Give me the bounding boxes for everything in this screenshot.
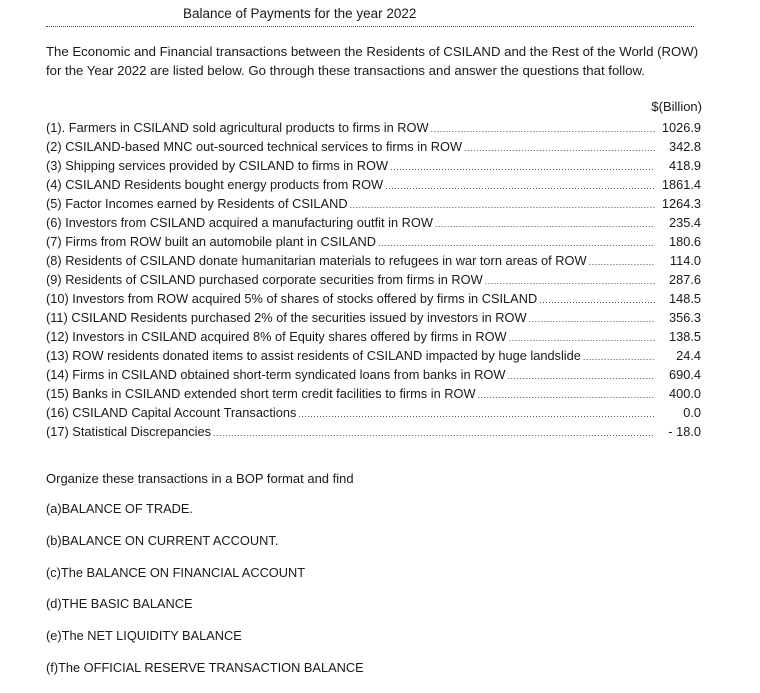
- unit-label: $(Billion): [651, 99, 702, 114]
- transaction-value: 235.4: [668, 215, 701, 230]
- transaction-row: [46, 422, 701, 441]
- question-item: (f)The OFFICIAL RESERVE TRANSACTION BALANCE: [46, 659, 364, 675]
- transaction-label: (5) Factor Incomes earned by Residents of CSILAND: [46, 196, 348, 211]
- dot-leader: [478, 386, 655, 405]
- transaction-value: 24.4: [676, 348, 701, 363]
- transaction-label: (6) Investors from CSILAND acquired a manufacturing outfit in ROW: [46, 215, 433, 230]
- transaction-value: 138.5: [668, 329, 701, 344]
- transaction-label: (13) ROW residents donated items to assist residents of CSILAND impacted by huge landslide: [46, 348, 581, 363]
- question-item: (b)BALANCE ON CURRENT ACCOUNT.: [46, 532, 279, 548]
- transaction-list: [46, 118, 701, 441]
- dot-leader: [539, 291, 655, 310]
- instruction-text: Organize these transactions in a BOP format and find: [46, 471, 354, 486]
- dot-leader: [213, 424, 655, 443]
- transaction-value: 1861.4: [661, 177, 701, 192]
- transaction-row: [46, 365, 701, 384]
- transaction-row: [46, 251, 701, 270]
- dot-leader: [431, 120, 655, 139]
- transaction-row: [46, 403, 701, 422]
- transaction-label: (16) CSILAND Capital Account Transactions: [46, 405, 297, 420]
- transaction-value: 342.8: [668, 139, 701, 154]
- transaction-row: [46, 346, 701, 365]
- transaction-label: (1). Farmers in CSILAND sold agricultural products to firms in ROW: [46, 120, 429, 135]
- transaction-label: (4) CSILAND Residents bought energy products from ROW: [46, 177, 384, 192]
- dot-leader: [435, 215, 655, 234]
- dot-leader: [385, 177, 655, 196]
- transaction-label: (7) Firms from ROW built an automobile plant in CSILAND: [46, 234, 376, 249]
- transaction-row: [46, 118, 701, 137]
- transaction-row: [46, 156, 701, 175]
- transaction-row: [46, 384, 701, 403]
- question-item: (c)The BALANCE ON FINANCIAL ACCOUNT: [46, 564, 306, 580]
- transaction-row: [46, 270, 701, 289]
- dot-leader: [464, 139, 655, 158]
- transaction-value: - 18.0: [668, 424, 701, 439]
- transaction-row: [46, 175, 701, 194]
- transaction-row: [46, 308, 701, 327]
- transaction-label: (3) Shipping services provided by CSILAND to firms in ROW: [46, 158, 389, 173]
- transaction-label: (11) CSILAND Residents purchased 2% of the securities issued by investors in ROW: [46, 310, 527, 325]
- transaction-row: [46, 213, 701, 232]
- page-title: Balance of Payments for the year 2022: [183, 6, 417, 21]
- dot-leader: [529, 310, 655, 329]
- transaction-value: 356.3: [668, 310, 701, 325]
- transaction-value: 180.6: [668, 234, 701, 249]
- transaction-row: [46, 232, 701, 251]
- transaction-value: 0.0: [683, 405, 701, 420]
- question-item: (a)BALANCE OF TRADE.: [46, 501, 193, 516]
- dot-leader: [390, 158, 655, 177]
- transaction-label: (14) Firms in CSILAND obtained short-term syndicated loans from banks in ROW: [46, 367, 506, 382]
- transaction-row: [46, 137, 701, 156]
- transaction-value: 114.0: [669, 253, 701, 268]
- dot-leader: [507, 367, 655, 386]
- question-item: (d)THE BASIC BALANCE: [46, 596, 193, 612]
- transaction-value: 148.5: [668, 291, 701, 306]
- transaction-label: (2) CSILAND-based MNC out-sourced technical services to firms in ROW: [46, 139, 463, 154]
- transaction-label: (15) Banks in CSILAND extended short term credit facilities to firms in ROW: [46, 386, 476, 401]
- transaction-label: (17) Statistical Discrepancies: [46, 424, 211, 439]
- dot-leader: [589, 253, 655, 272]
- transaction-label: (8) Residents of CSILAND donate humanitarian materials to refugees in war torn areas of ROW: [46, 253, 587, 268]
- transaction-value: 400.0: [668, 386, 701, 401]
- question-item: (e)The NET LIQUIDITY BALANCE: [46, 628, 242, 644]
- transaction-row: [46, 327, 701, 346]
- dot-leader: [298, 405, 655, 424]
- transaction-value: 690.4: [668, 367, 701, 382]
- transaction-label: (9) Residents of CSILAND purchased corporate securities from firms in ROW: [46, 272, 483, 287]
- dotted-divider: [46, 26, 694, 27]
- transaction-label: (12) Investors in CSILAND acquired 8% of Equity shares offered by firms in ROW: [46, 329, 507, 344]
- transaction-label: (10) Investors from ROW acquired 5% of shares of stocks offered by firms in CSILAND: [46, 291, 538, 306]
- transaction-row: [46, 289, 701, 308]
- transaction-value: 1026.9: [661, 120, 701, 135]
- question-list: [46, 502, 364, 693]
- transaction-value: 418.9: [668, 158, 701, 173]
- transaction-row: [46, 194, 701, 213]
- transaction-value: 1264.3: [661, 196, 701, 211]
- transaction-value: 287.6: [668, 272, 701, 287]
- dot-leader: [583, 348, 655, 367]
- intro-paragraph: The Economic and Financial transactions between the Residents of CSILAND and the Rest of the World (ROW) for the Year 2022 are listed below. Go through these transactions and answer the questions that follow.: [46, 44, 699, 78]
